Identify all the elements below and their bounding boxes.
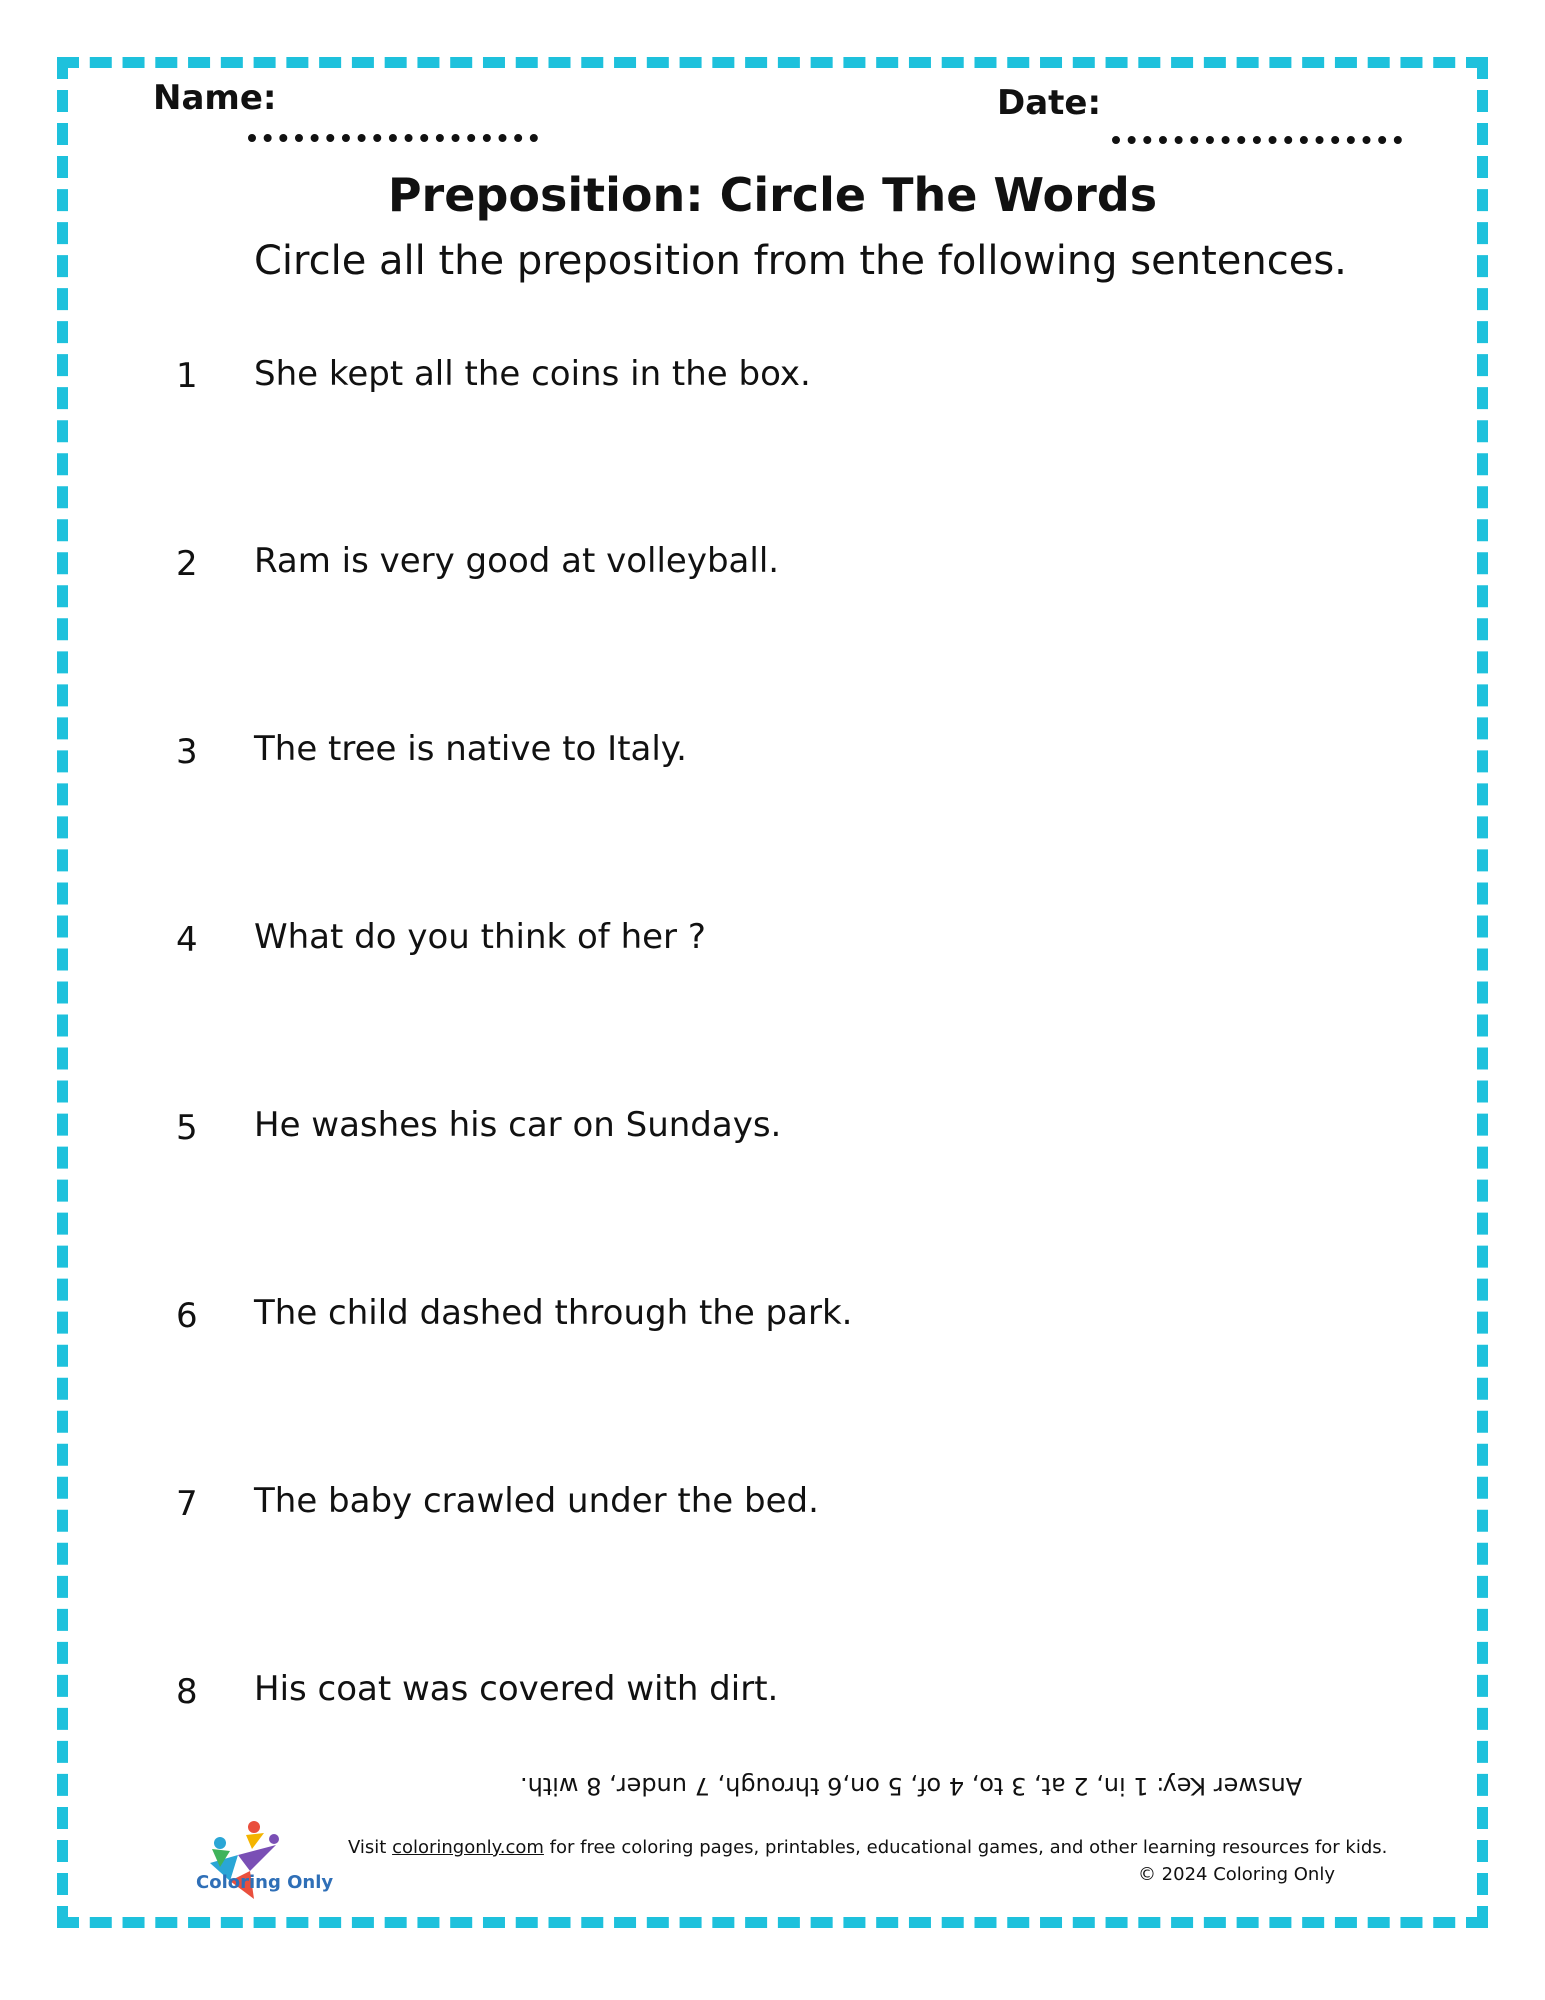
question-text: Ram is very good at volleyball. (254, 541, 780, 581)
page-title: Preposition: Circle The Words (387, 168, 1158, 222)
answer-key-upside-down: Answer Key: 1 in, 2 at, 3 to, 4 of, 5 on,6 through, 7 under, 8 with. (520, 1772, 1303, 1800)
question-number: 8 (176, 1672, 198, 1712)
question-number: 5 (176, 1108, 198, 1148)
dashed-page-border (57, 57, 1488, 1928)
question-text: The child dashed through the park. (254, 1293, 853, 1333)
date-write-line[interactable] (1112, 136, 1402, 144)
question-number: 3 (176, 732, 198, 772)
question-text: The tree is native to Italy. (254, 729, 687, 769)
logo-text: Coloring Only (196, 1872, 334, 1893)
question-text: The baby crawled under the bed. (254, 1481, 819, 1521)
question-number: 6 (176, 1296, 198, 1336)
name-label: Name: (153, 78, 277, 118)
question-text: What do you think of her ? (254, 917, 706, 957)
footer-visit-suffix: for free coloring pages, printables, educational games, and other learning resources for kids. (543, 1837, 1388, 1858)
question-number: 1 (176, 356, 198, 396)
instructions: Circle all the preposition from the following sentences. (254, 238, 1347, 284)
question-number: 4 (176, 920, 198, 960)
footer-visit-prefix: Visit (348, 1837, 393, 1858)
copyright-text: © 2024 Coloring Only (1137, 1864, 1335, 1885)
question-text: His coat was covered with dirt. (254, 1669, 779, 1709)
question-number: 2 (176, 544, 198, 584)
footer-visit-line (348, 1837, 1387, 1858)
name-write-line[interactable] (248, 134, 538, 142)
footer-site-link[interactable]: coloringonly.com (392, 1837, 544, 1858)
date-label: Date: (997, 83, 1102, 123)
question-text: She kept all the coins in the box. (254, 354, 811, 394)
question-number: 7 (176, 1484, 198, 1524)
question-text: He washes his car on Sundays. (254, 1105, 782, 1145)
